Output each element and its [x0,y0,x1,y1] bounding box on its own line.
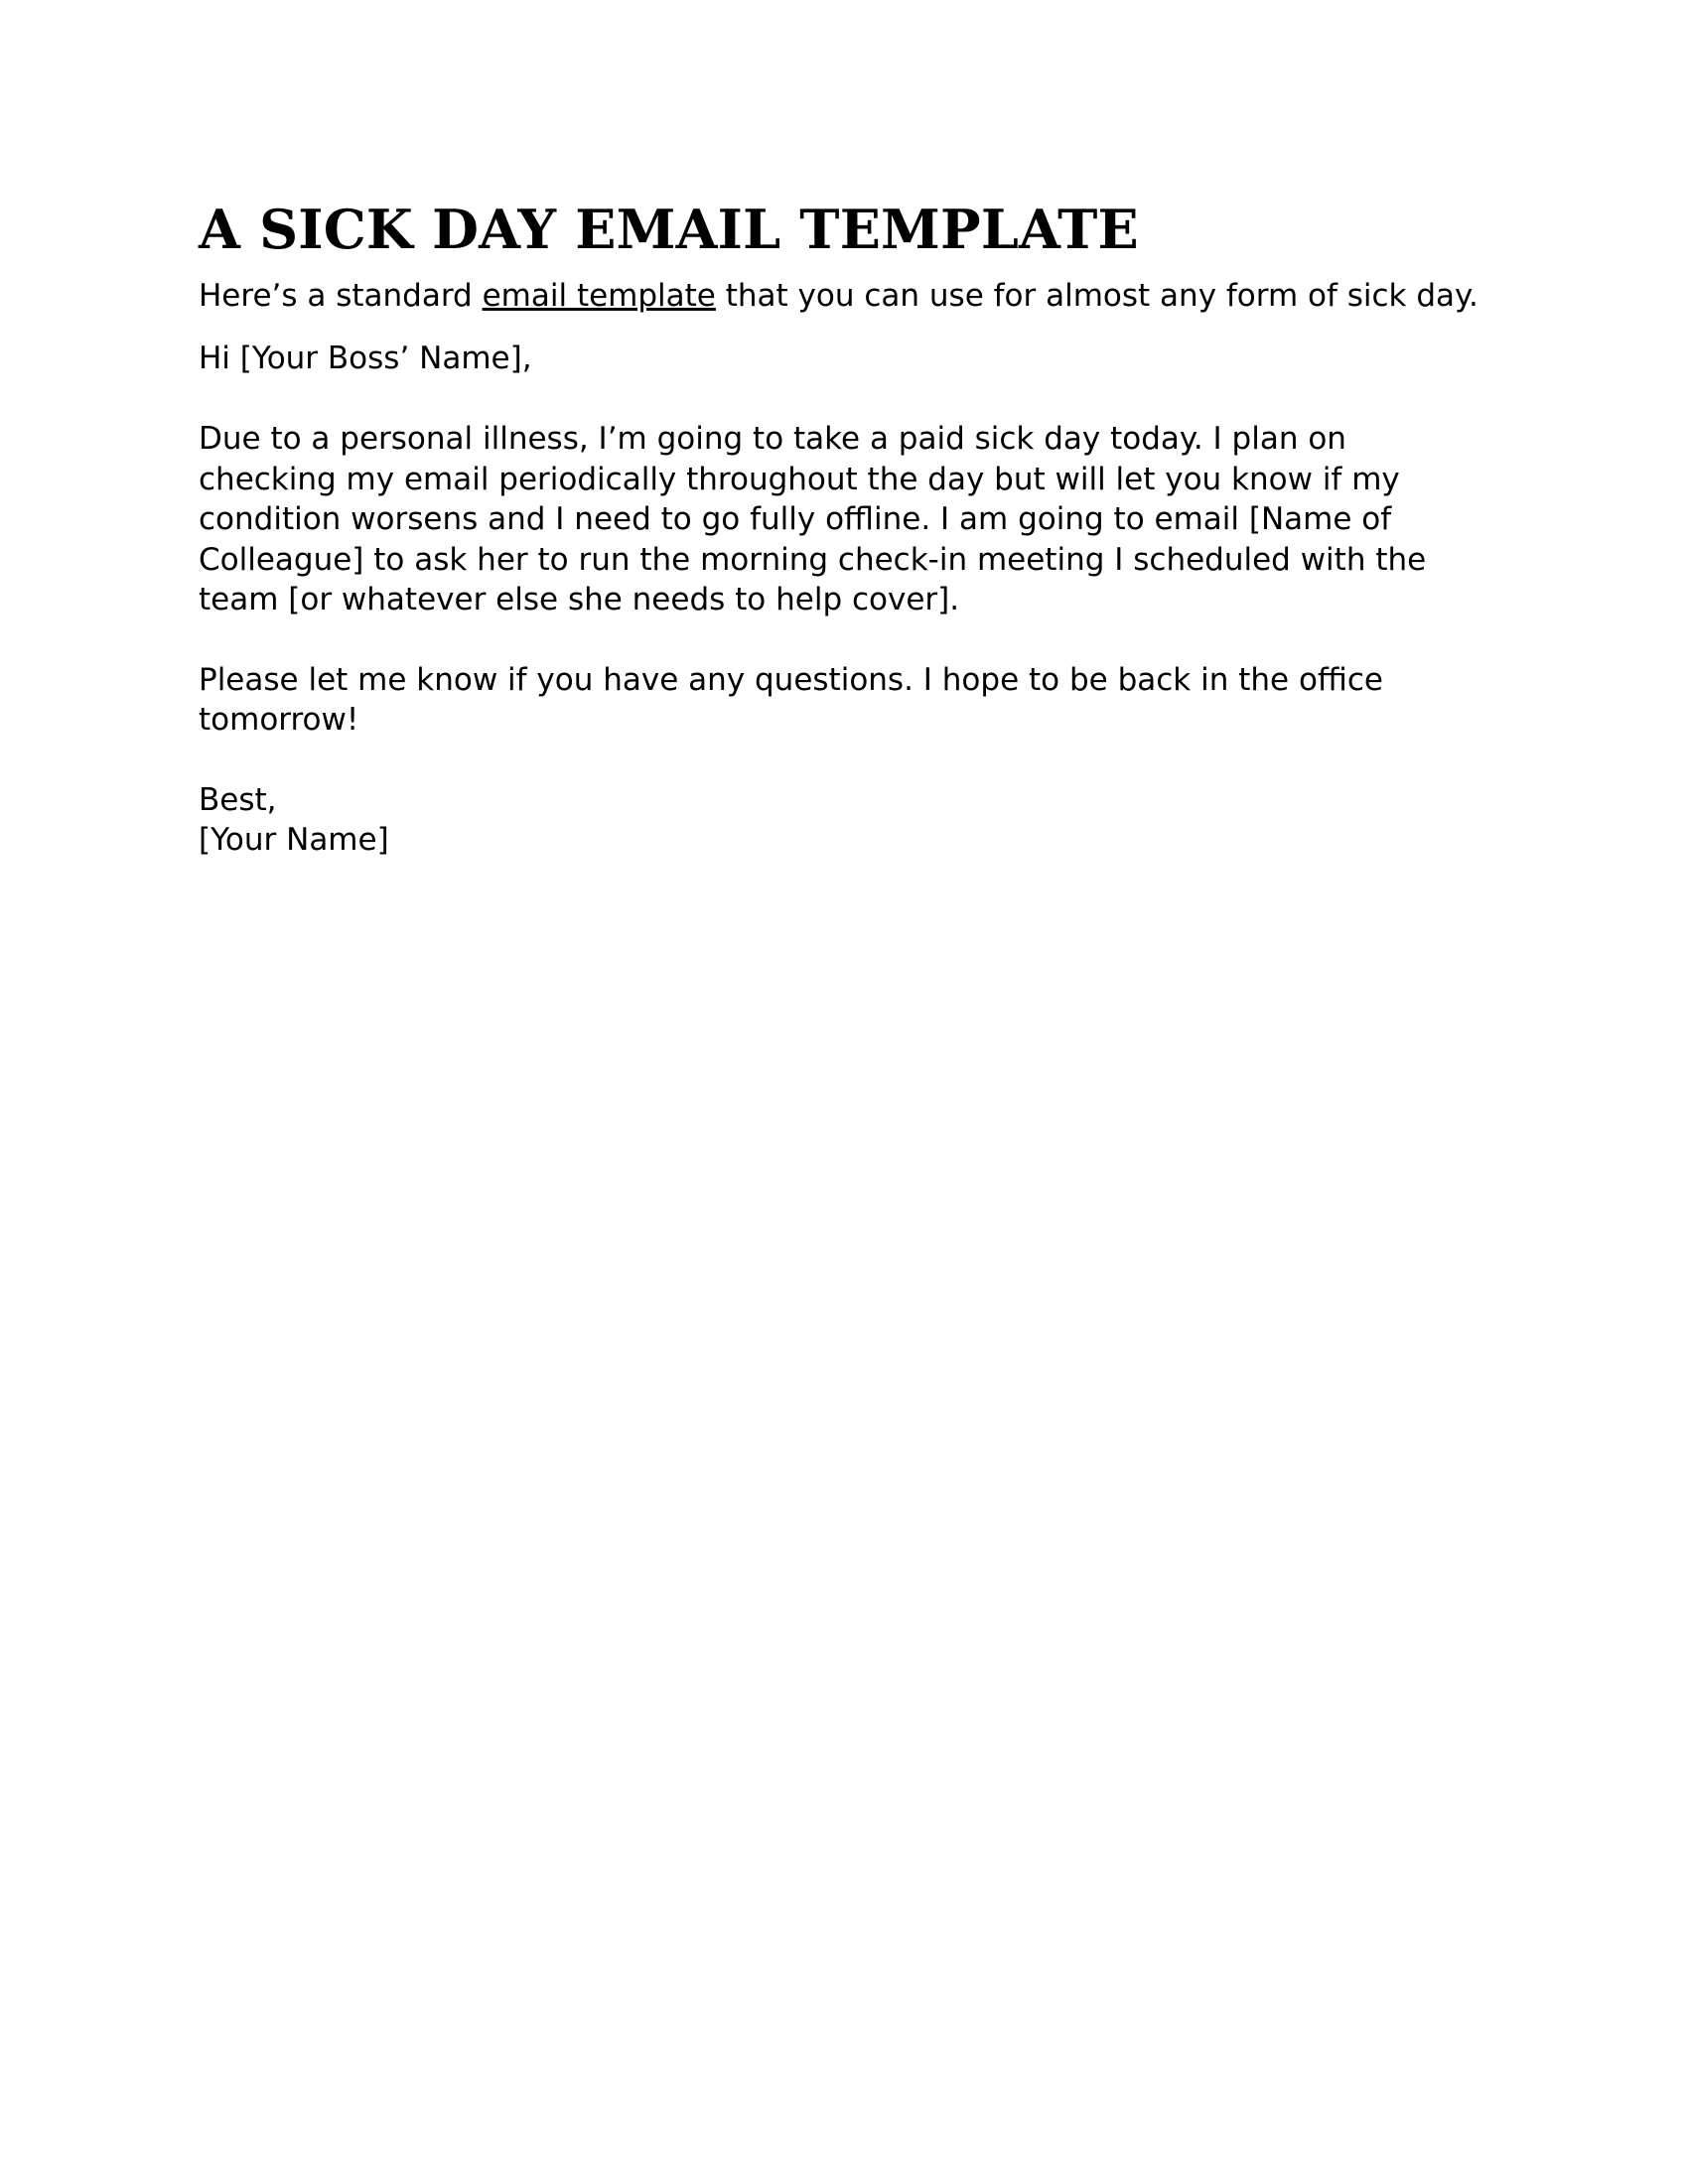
page-title: A SICK DAY EMAIL TEMPLATE [199,198,1139,261]
email-template-link[interactable]: email template [482,278,716,314]
email-signoff-block [199,780,1489,861]
email-signature: [Your Name] [199,822,389,858]
email-signoff: Best, [199,781,277,818]
document-content [199,197,1489,861]
email-body-paragraph-2: Please let me know if you have any questions. I hope to be back in the office tomorrow! [199,661,1384,738]
intro-paragraph [199,276,1489,317]
email-greeting: Hi [Your Boss’ Name], [199,340,532,376]
intro-text-before-link: Here’s a standard [199,278,483,314]
email-body-paragraph-1: Due to a personal illness, I’m going to take a paid sick day today. I plan on checking my email periodically throughout the day but will let you know if my condition worsens and I need to go fully offline. I am going to email [Name of Colleague] to ask her to run the morning check-in meeting I scheduled with the team [or whatever else she needs to help cover]. [199,421,1427,617]
intro-text-after-link: that you can use for almost any form of sick day. [715,278,1478,314]
